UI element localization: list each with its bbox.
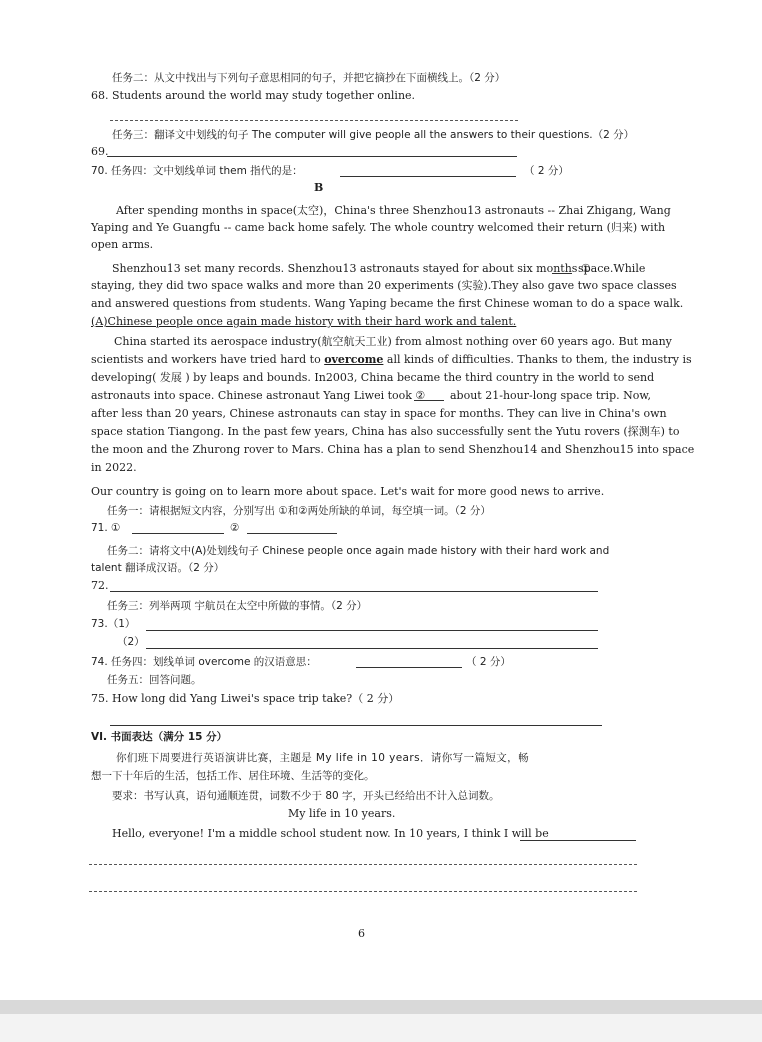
task2-title: 任务二：从文中找出与下列句子意思相同的句子，并把它摘抄在下面横线上。（2 分） <box>112 72 506 84</box>
writing-prompt-line1: 你们班下周要进行英语演讲比赛，主题是 My life in 10 years．请你写一篇短文，畅 <box>116 752 529 764</box>
question-71-blank2: ② <box>230 522 240 534</box>
answer-line-68 <box>110 120 518 121</box>
task3b-title: 任务三：列举两项 宇航员在太空中所做的事情。（2 分） <box>107 600 368 612</box>
writing-prompt-line2: 想一下十年后的生活，包括工作、居住环境、生活等的变化。 <box>91 770 375 782</box>
task5-title: 任务五：回答问题。 <box>107 674 202 686</box>
writing-title: My life in 10 years. <box>288 807 396 820</box>
task3-title: 任务三：翻译文中划线的句子 The computer will give people all the answers to their questions.（2 分） <box>112 129 635 141</box>
question-69: 69. <box>91 145 109 158</box>
question-70-score: （ 2 分） <box>524 165 569 177</box>
writing-line-1 <box>89 864 637 865</box>
passage-line: the moon and the Zhurong rover to Mars. China has a plan to send Shenzhou14 and Shenzhou15 into space <box>91 443 695 456</box>
blank-2 <box>414 400 444 401</box>
passage-line: space station Tiangong. In the past few years, China has also successfully sent the Yutu rovers (探测车) to <box>91 425 680 438</box>
task2b-title: 任务二：请将文中(A)处划线句子 Chinese people once again made history with their hard work and <box>107 545 610 557</box>
passage-line: After spending months in space(太空)，China's three Shenzhou13 astronauts -- Zhai Zhigang, Wang <box>116 204 671 217</box>
question-75: 75. How long did Yang Liwei's space trip take?（ 2 分） <box>91 692 400 705</box>
answer-line-69 <box>107 156 517 157</box>
passage-line: staying, they did two space walks and more than 20 experiments (实验).They also gave two space classes <box>91 279 677 292</box>
answer-line-70 <box>340 176 516 177</box>
answer-line-73-2 <box>146 648 598 649</box>
writing-line-2 <box>89 891 637 892</box>
question-73-2: （2） <box>117 636 145 648</box>
passage-line: developing( 发展 ) by leaps and bounds. In2003, China became the third country in the world to send <box>91 371 655 384</box>
passage-line: about 21-hour-long space trip. Now, <box>450 389 651 402</box>
answer-line-74 <box>356 667 462 668</box>
passage-line: astronauts into space. Chinese astronaut Yang Liwei took ② <box>91 389 426 402</box>
blank-1 <box>552 273 572 274</box>
passage-line: space.While <box>578 262 646 275</box>
question-74-score: （ 2 分） <box>466 656 511 668</box>
answer-line-71-1 <box>132 533 224 534</box>
question-71: 71. ① <box>91 522 121 534</box>
section-vi-heading: VI. 书面表达（满分 15 分） <box>91 731 228 743</box>
passage-line: Our country is going on to learn more about space. Let's wait for more good news to arrive. <box>91 485 605 498</box>
section-b-heading: B <box>314 181 324 194</box>
scan-bottom-strip <box>0 1014 762 1042</box>
passage-line: Yaping and Ye Guangfu -- came back home safely. The whole country welcomed their return (归来) with <box>91 221 666 234</box>
question-70: 70. 任务四：文中划线单词 them 指代的是： <box>91 165 303 177</box>
question-74: 74. 任务四：划线单词 overcome 的汉语意思： <box>91 656 317 668</box>
passage-line: scientists and workers have tried hard to overcome all kinds of difficulties. Thanks to them, the industry is <box>91 353 692 366</box>
passage-line: and answered questions from students. Wang Yaping became the first Chinese woman to do a space walk. <box>91 297 684 310</box>
writing-requirements: 要求：书写认真，语句通顺连贯，词数不少于 80 字，开头已经给出不计入总词数。 <box>112 790 500 802</box>
answer-line-71-2 <box>247 533 337 534</box>
passage-line: Shenzhou13 set many records. Shenzhou13 astronauts stayed for about six months ① <box>112 262 591 275</box>
passage-line: open arms. <box>91 238 154 251</box>
writing-opening: Hello, everyone! I'm a middle school student now. In 10 years, I think I will be <box>112 827 549 840</box>
passage-line: in 2022. <box>91 461 137 474</box>
underlined-word-overcome: overcome <box>324 353 384 366</box>
question-73: 73.（1） <box>91 618 136 630</box>
writing-line-0 <box>520 840 636 841</box>
question-68: 68. Students around the world may study together online. <box>91 89 416 102</box>
answer-line-73-1 <box>146 630 598 631</box>
answer-line-75 <box>110 725 602 726</box>
passage-line: China started its aerospace industry(航空航天工业) from almost nothing over 60 years ago. But many <box>114 335 672 348</box>
task2b-title-line2: talent 翻译成汉语。（2 分） <box>91 562 225 574</box>
passage-line: after less than 20 years, Chinese astronauts can stay in space for months. They can live in China's own <box>91 407 667 420</box>
task1-title: 任务一：请根据短文内容，分别写出 ①和②两处所缺的单词，每空填一词。（2 分） <box>107 505 491 517</box>
scan-bottom-bar <box>0 1000 762 1014</box>
underlined-sentence-a: (A)Chinese people once again made history with their hard work and talent. <box>91 315 517 328</box>
answer-line-72 <box>110 591 598 592</box>
page-number: 6 <box>358 927 365 940</box>
question-72: 72. <box>91 579 109 592</box>
